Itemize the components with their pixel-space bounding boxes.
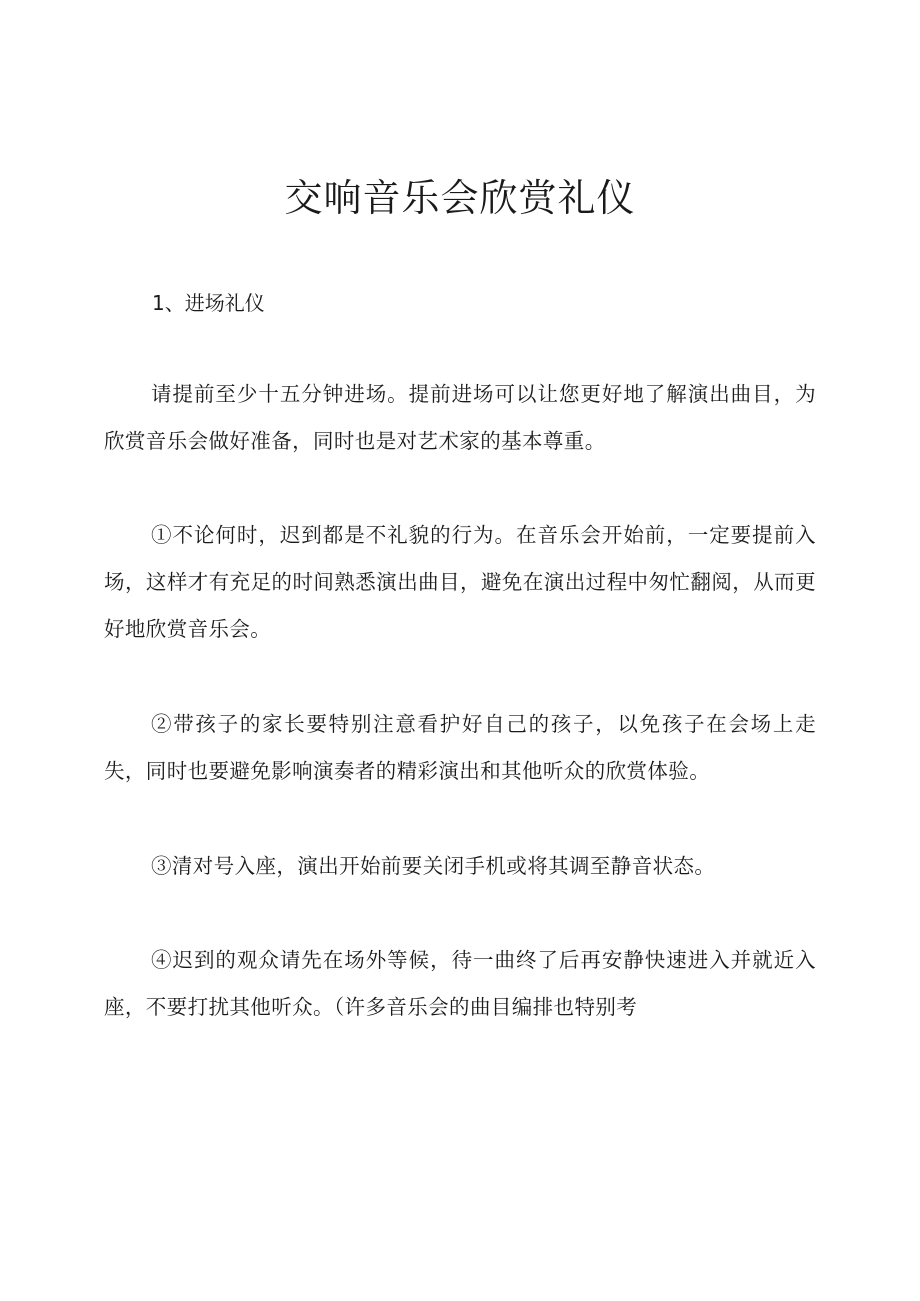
paragraph-item-4: ④迟到的观众请先在场外等候，待一曲终了后再安静快速进入并就近入座，不要打扰其他听众。（许多音乐会的曲目编排也特别考	[104, 948, 816, 1019]
paragraph-item-2: ②带孩子的家长要特别注意看护好自己的孩子，以免孩子在会场上走失，同时也要避免影响演奏者的精彩演出和其他听众的欣赏体验。	[104, 712, 816, 783]
paragraph-item-3: ③清对号入座，演出开始前要关闭手机或将其调至静音状态。	[151, 854, 716, 878]
section-heading: 1、进场礼仪	[152, 291, 265, 315]
paragraph-item-1: ①不论何时，迟到都是不礼貌的行为。在音乐会开始前，一定要提前入场，这样才有充足的时间熟悉演出曲目，避免在演出过程中匆忙翻阅，从而更好地欣赏音乐会。	[104, 523, 816, 641]
paragraph-intro: 请提前至少十五分钟进场。提前进场可以让您更好地了解演出曲目，为欣赏音乐会做好准备，同时也是对艺术家的基本尊重。	[104, 382, 816, 453]
page-title: 交响音乐会欣赏礼仪	[284, 176, 636, 220]
